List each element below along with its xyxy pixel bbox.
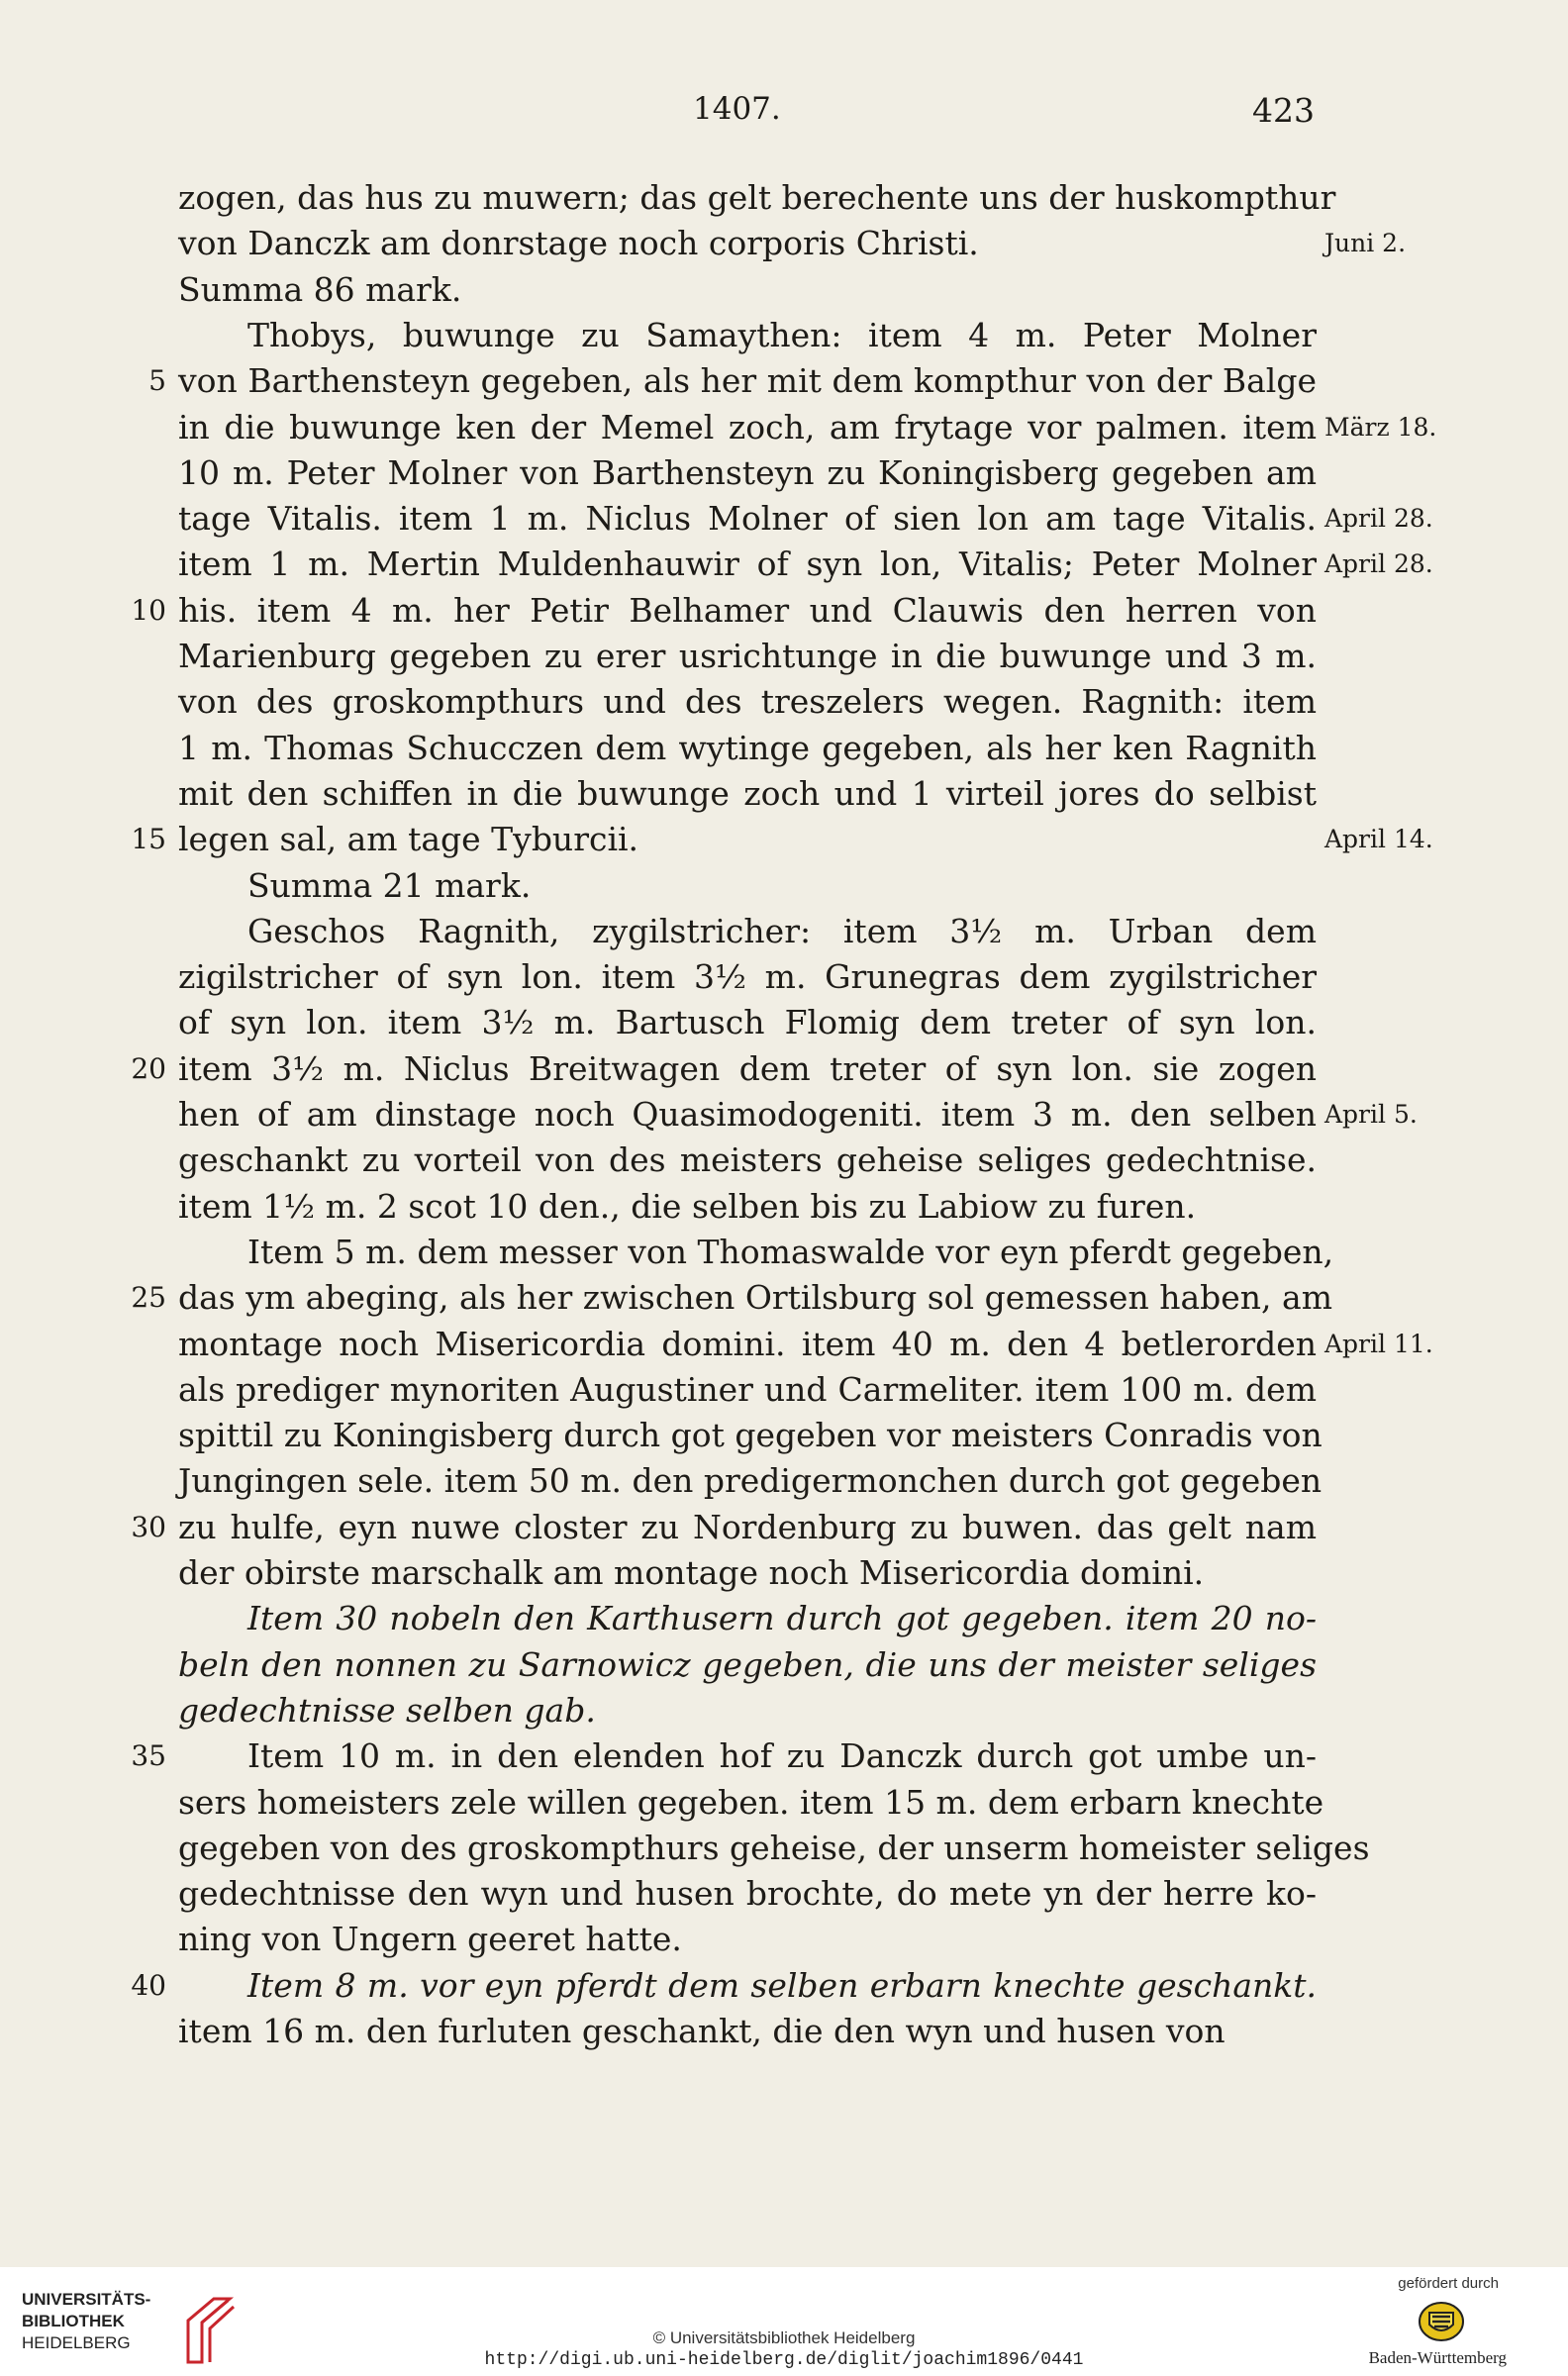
- text-line: Summa 21 mark.: [247, 865, 532, 905]
- funded-by-label: gefördert durch: [1398, 2275, 1499, 2292]
- text-line: Item 30 nobeln den Karthusern durch got gegeben. item 20 no-: [247, 1599, 1317, 1638]
- text-line: beln den nonnen zu Sarnowicz gegeben, die uns der meister seliges: [178, 1644, 1317, 1684]
- text-line: von Danczk am donrstage noch corporis Christi.: [178, 224, 979, 263]
- text-line: der obirste marschalk am montage noch Misericordia domini.: [178, 1553, 1205, 1592]
- text-line: 10 m. Peter Molner von Barthensteyn zu Koningisberg gegeben am: [178, 452, 1317, 492]
- line-number: 10: [131, 593, 166, 627]
- line-number: 35: [131, 1739, 166, 1773]
- margin-date: März 18.: [1324, 412, 1437, 442]
- margin-date: April 5.: [1324, 1100, 1418, 1129]
- library-name-line1: UNIVERSITÄTS-: [22, 2290, 151, 2309]
- text-line: gedechtnisse selben gab.: [178, 1690, 596, 1730]
- text-line: zogen, das hus zu muwern; das gelt berechente uns der huskompthur: [178, 178, 1336, 217]
- text-line: item 3½ m. Niclus Breitwagen dem treter of syn lon. sie zogen: [178, 1048, 1317, 1088]
- text-line: sers homeisters zele willen gegeben. item 15 m. dem erbarn knechte: [178, 1782, 1324, 1822]
- margin-date: April 28.: [1324, 549, 1433, 579]
- text-line: mit den schiffen in die buwunge zoch und 1 virteil jores do selbist: [178, 773, 1317, 813]
- text-line: ning von Ungern geeret hatte.: [178, 1920, 682, 1959]
- library-name-line3: HEIDELBERG: [22, 2333, 131, 2352]
- running-header-year: 1407.: [693, 91, 781, 127]
- line-number: 15: [131, 823, 166, 856]
- margin-date: Juni 2.: [1324, 229, 1407, 258]
- text-line: Geschos Ragnith, zygilstricher: item 3½ m. Urban dem: [247, 911, 1317, 950]
- line-number: 20: [131, 1051, 166, 1085]
- text-line: his. item 4 m. her Petir Belhamer und Clauwis den herren von: [178, 590, 1317, 630]
- text-line: gegeben von des groskompthurs geheise, der unserm homeister seliges: [178, 1828, 1370, 1867]
- text-line: spittil zu Koningisberg durch got gegeben vor meisters Conradis von: [178, 1416, 1323, 1455]
- text-line: montage noch Misericordia domini. item 40 m. den 4 betlerorden: [178, 1324, 1317, 1363]
- text-line: als prediger mynoriten Augustiner und Carmeliter. item 100 m. dem: [178, 1369, 1317, 1409]
- text-line: zu hulfe, eyn nuwe closter zu Nordenburg zu buwen. das gelt nam: [178, 1507, 1317, 1546]
- text-line: hen of am dinstage noch Quasimodogeniti. item 3 m. den selben: [178, 1095, 1317, 1134]
- text-line: gedechtnisse den wyn und husen brochte, do mete yn der herre ko-: [178, 1874, 1317, 1914]
- text-line: item 16 m. den furluten geschankt, die den wyn und husen von: [178, 2012, 1225, 2050]
- margin-date: April 28.: [1324, 504, 1433, 534]
- text-line: Summa 86 mark.: [178, 269, 462, 309]
- text-line: in die buwunge ken der Memel zoch, am frytage vor palmen. item: [178, 407, 1317, 446]
- text-line: Item 8 m. vor eyn pferdt dem selben erbarn knechte geschankt.: [247, 1965, 1317, 2005]
- text-line: Jungingen sele. item 50 m. den predigermonchen durch got gegeben: [178, 1461, 1323, 1501]
- text-line: Item 10 m. in den elenden hof zu Danczk durch got umbe un-: [247, 1736, 1317, 1776]
- funder-name: Baden-Württemberg: [1368, 2348, 1507, 2367]
- text-line: legen sal, am tage Tyburcii.: [178, 820, 639, 859]
- text-line: Marienburg gegeben zu erer usrichtunge in die buwunge und 3 m.: [178, 637, 1317, 675]
- text-line: geschankt zu vorteil von des meisters geheise seliges gedechtnise.: [178, 1140, 1317, 1180]
- coat-of-arms-icon[interactable]: [1414, 2299, 1469, 2344]
- line-number: 40: [131, 1968, 166, 2002]
- page-number: 423: [1252, 91, 1315, 130]
- line-number: 25: [131, 1281, 166, 1315]
- permalink-url[interactable]: http://digi.ub.uni-heidelberg.de/diglit/joachim1896/0441: [484, 2350, 1084, 2370]
- text-line: Item 5 m. dem messer von Thomaswalde vor eyn pferdt gegeben,: [247, 1232, 1334, 1271]
- text-line: item 1½ m. 2 scot 10 den., die selben bis zu Labiow zu furen.: [178, 1186, 1197, 1226]
- copyright-notice: © Universitätsbibliothek Heidelberg: [652, 2328, 916, 2347]
- text-line: tage Vitalis. item 1 m. Niclus Molner of sien lon am tage Vitalis.: [178, 499, 1317, 539]
- text-line: von des groskompthurs und des treszelers wegen. Ragnith: item: [178, 682, 1317, 722]
- text-line: zigilstricher of syn lon. item 3½ m. Grunegras dem zygilstricher: [178, 957, 1317, 997]
- line-number: 5: [148, 364, 166, 398]
- text-line: of syn lon. item 3½ m. Bartusch Flomig dem treter of syn lon.: [178, 1003, 1317, 1042]
- library-name-line2: BIBLIOTHEK: [22, 2312, 125, 2330]
- margin-date: April 14.: [1324, 825, 1433, 854]
- text-line: Thobys, buwunge zu Samaythen: item 4 m. Peter Molner: [247, 315, 1317, 354]
- text-line: von Barthensteyn gegeben, als her mit dem kompthur von der Balge: [178, 361, 1317, 401]
- text-line: item 1 m. Mertin Muldenhauwir of syn lon, Vitalis; Peter Molner: [178, 544, 1317, 584]
- footer-bar: [0, 2267, 1568, 2376]
- text-line: 1 m. Thomas Schucczen dem wytinge gegeben, als her ken Ragnith: [178, 728, 1317, 767]
- margin-date: April 11.: [1324, 1329, 1433, 1358]
- text-line: das ym abeging, als her zwischen Ortilsburg sol gemessen haben, am: [178, 1278, 1332, 1318]
- line-number: 30: [131, 1510, 166, 1543]
